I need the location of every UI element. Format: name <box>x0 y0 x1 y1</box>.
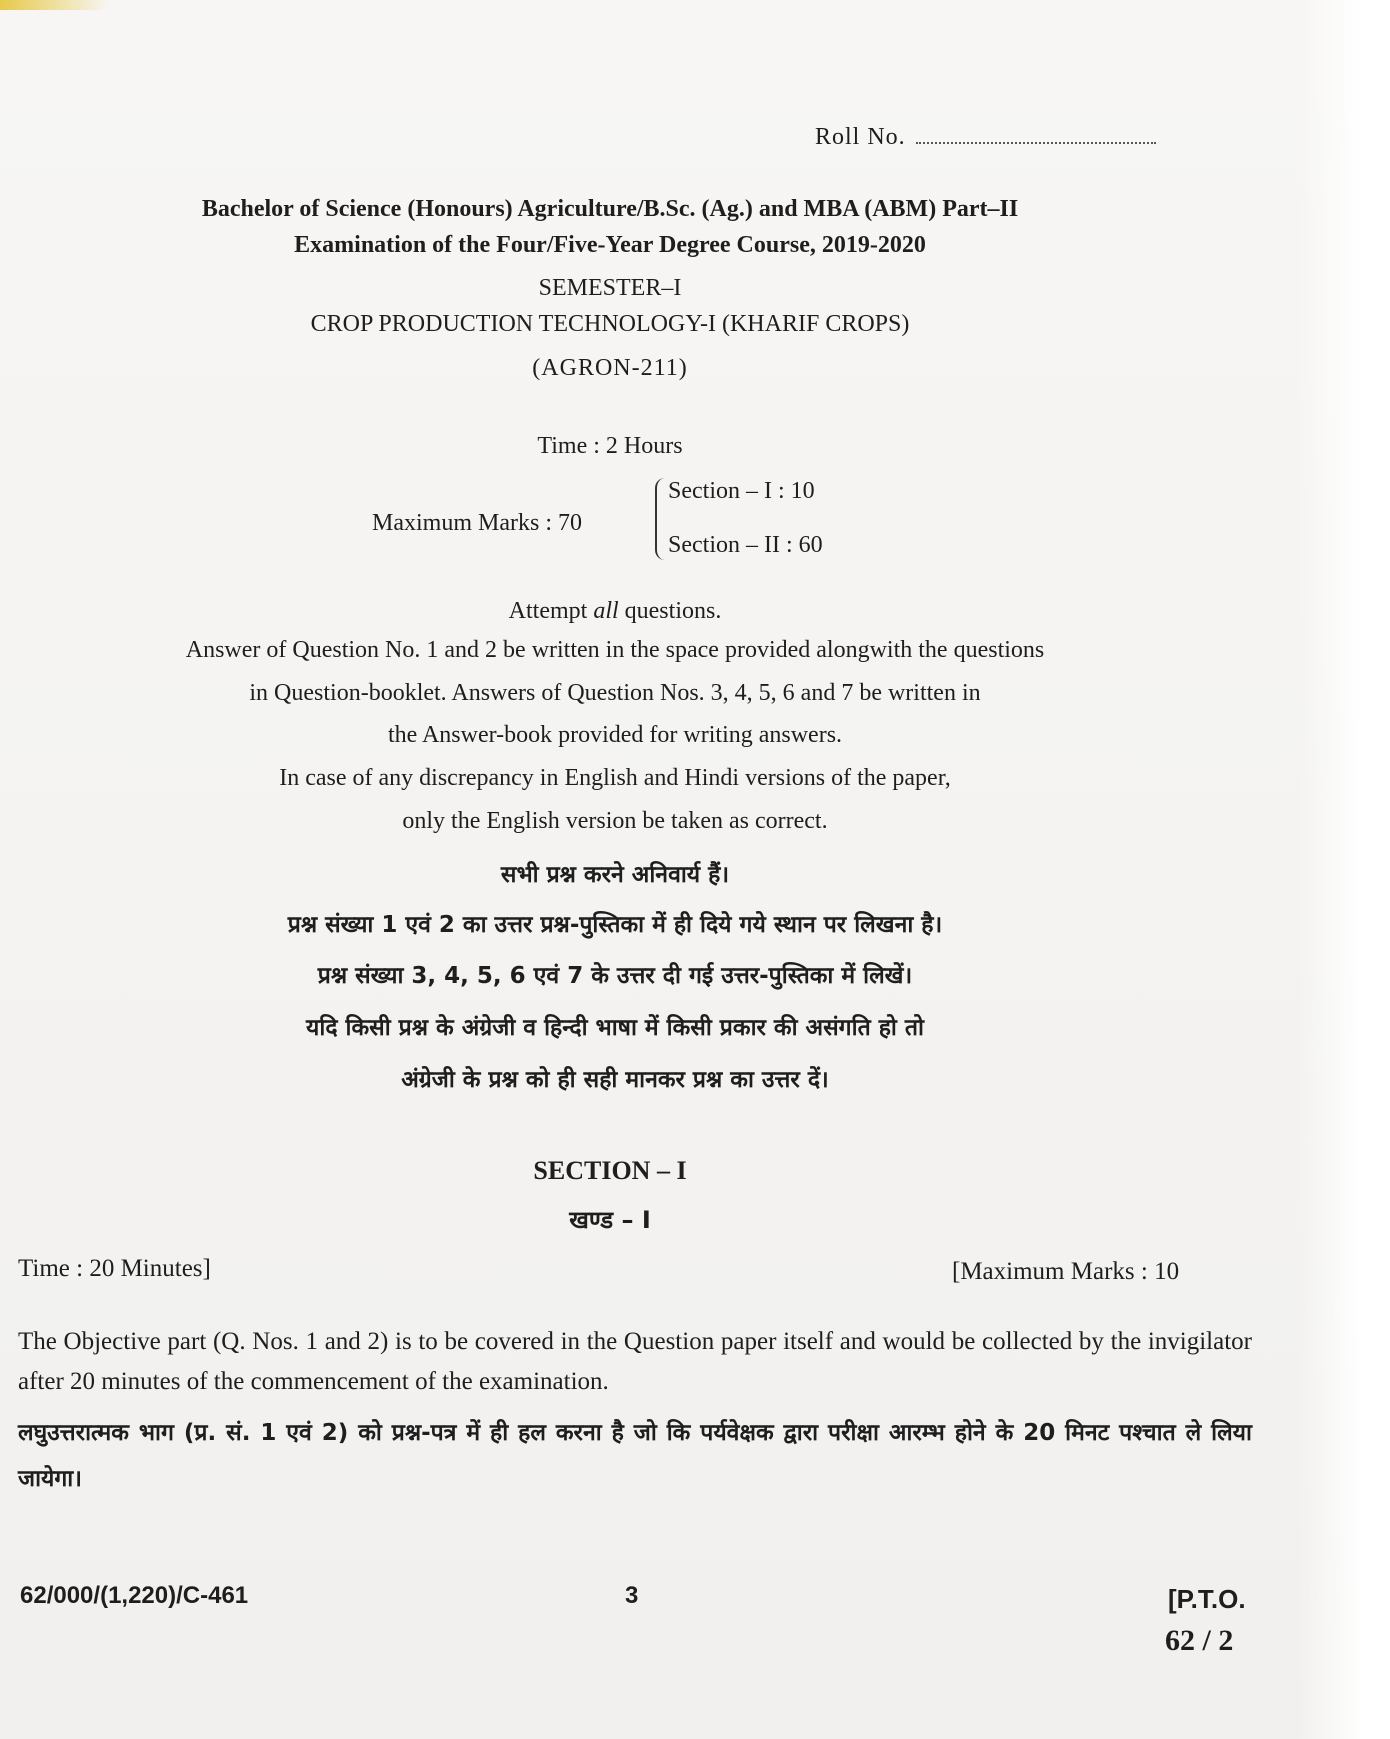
section-time: Time : 20 Minutes] <box>18 1255 211 1282</box>
section1-marks: Section – I : 10 <box>668 478 815 504</box>
pto-label: [P.T.O. <box>1168 1584 1246 1614</box>
section-title: SECTION – I <box>533 1156 687 1185</box>
sheet-reference: 62 / 2 <box>1165 1624 1234 1657</box>
exam-time: Time : 2 Hours <box>537 433 683 459</box>
attempt-text-pre: Attempt <box>508 598 594 624</box>
attempt-text-emphasis: all <box>593 598 619 624</box>
instruction-line-5: only the English version be taken as correct. <box>402 808 828 834</box>
exam-title: Examination of the Four/Five-Year Degree Course, 2019-2020 <box>294 232 926 258</box>
hindi-instruction-4: यदि किसी प्रश्न के अंग्रेजी व हिन्दी भाषा में किसी प्रकार की असंगति हो तो <box>306 1015 924 1041</box>
instruction-line-2: in Question-booklet. Answers of Question Nos. 3, 4, 5, 6 and 7 be written in <box>249 680 981 706</box>
hindi-instruction-3: प्रश्न संख्या 3, 4, 5, 6 एवं 7 के उत्तर दी गई उत्तर-पुस्तिका में लिखें। <box>317 963 913 989</box>
degree-title: Bachelor of Science (Honours) Agriculture/B.Sc. (Ag.) and MBA (ABM) Part–II <box>201 196 1019 222</box>
attempt-all-instruction <box>40 598 1190 625</box>
semester: SEMESTER–I <box>538 275 682 301</box>
hindi-instruction-2: प्रश्न संख्या 1 एवं 2 का उत्तर प्रश्न-पुस्तिका में ही दिये गये स्थान पर लिखना है। <box>287 912 943 938</box>
paper-code: 62/000/(1,220)/C-461 <box>20 1582 249 1609</box>
instruction-line-3: the Answer-book provided for writing answers. <box>387 722 843 748</box>
attempt-text-post: questions. <box>618 598 722 624</box>
section-title-hindi: खण्ड – I <box>569 1206 651 1234</box>
marks-brace <box>655 478 669 560</box>
instruction-line-4: In case of any discrepancy in English and Hindi versions of the paper, <box>279 765 951 791</box>
section2-marks: Section – II : 60 <box>668 532 823 558</box>
page-number: 3 <box>625 1582 639 1609</box>
course-title: CROP PRODUCTION TECHNOLOGY-I (KHARIF CROPS) <box>310 311 910 337</box>
hindi-instruction-5: अंग्रेजी के प्रश्न को ही सही मानकर प्रश्न का उत्तर दें। <box>401 1067 829 1093</box>
corner-mark <box>0 0 110 10</box>
section-max-marks: [Maximum Marks : 10 <box>952 1258 1180 1285</box>
maximum-marks: Maximum Marks : 70 <box>372 510 582 536</box>
page-edge <box>1298 0 1390 1739</box>
instruction-line-1: Answer of Question No. 1 and 2 be written in the space provided alongwith the questions <box>185 637 1045 663</box>
objective-note: The Objective part (Q. Nos. 1 and 2) is to be covered in the Question paper itself and would be collected by the invigilator after 20 minutes of the commencement of the examination. <box>18 1328 1252 1395</box>
roll-number-blank <box>916 124 1156 144</box>
roll-number-field <box>815 124 1156 151</box>
objective-note-hindi: लघुउत्तरात्मक भाग (प्र. सं. 1 एवं 2) को प्रश्न-पत्र में ही हल करना है जो कि पर्यवेक्षक द्वारा परीक्षा आरम्भ होने के 20 मिनट पश्चात ले लिया जायेगा। <box>18 1420 1252 1492</box>
course-code: (AGRON-211) <box>532 355 688 381</box>
roll-label: Roll No. <box>815 124 906 150</box>
hindi-instruction-1: सभी प्रश्न करने अनिवार्य हैं। <box>500 862 730 888</box>
